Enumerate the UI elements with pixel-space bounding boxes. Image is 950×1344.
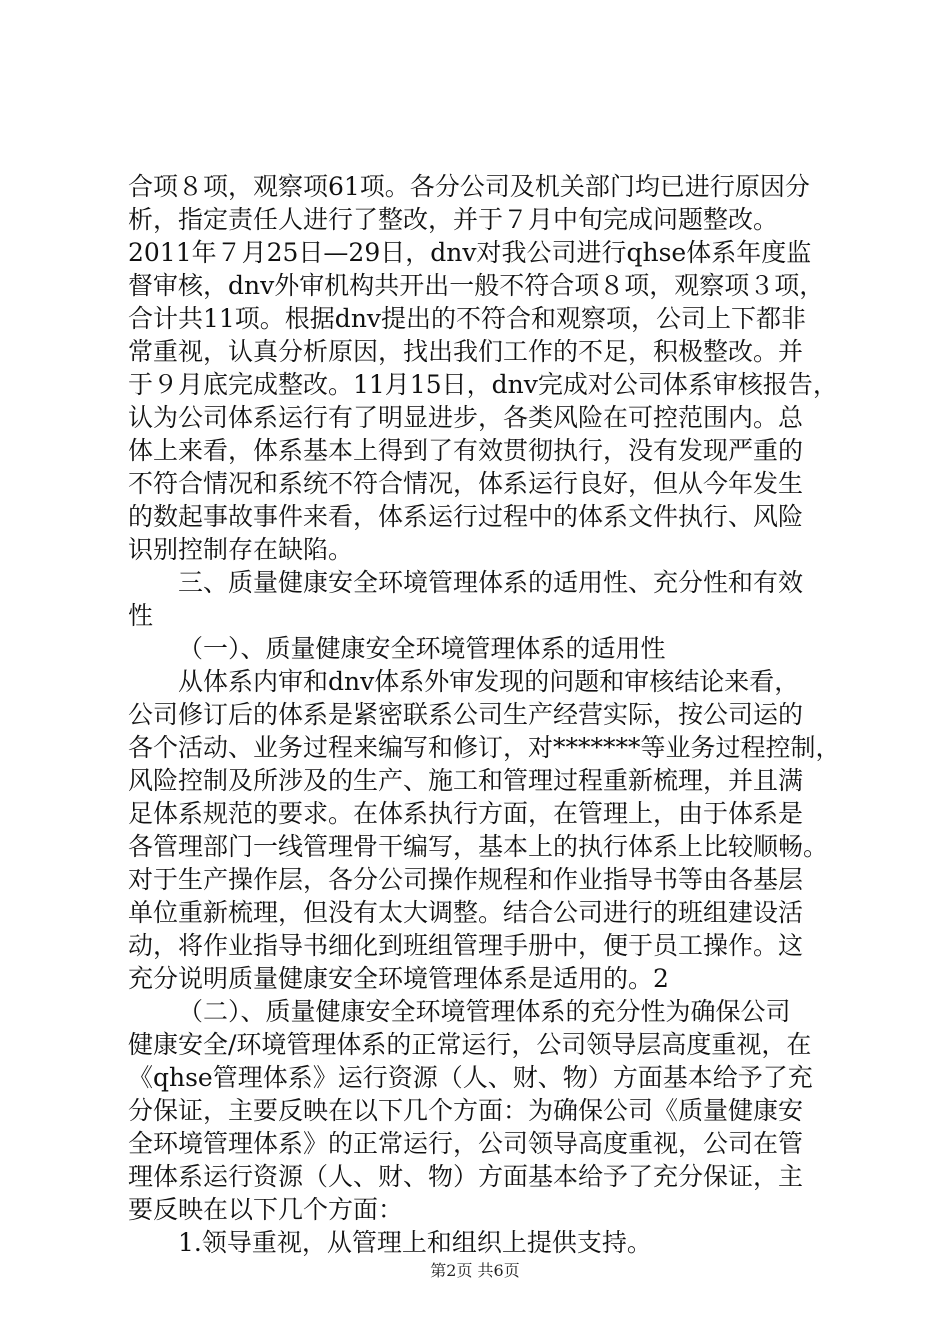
document-body — [128, 170, 848, 1259]
text-line: 各个活动、业务过程来编写和修订，对*******等业务过程控制， — [128, 733, 841, 762]
text-line: 风险控制及所涉及的生产、施工和管理过程重新梳理，并且满 — [128, 766, 804, 795]
text-line: 析，指定责任人进行了整改，并于７月中旬完成问题整改。 — [128, 205, 779, 234]
text-line: 三、质量健康安全环境管理体系的适用性、充分性和有效 — [178, 568, 804, 597]
text-line: 督审核，dnv外审机构共开出一般不符合项８项，观察项３项， — [128, 271, 825, 300]
text-line: 对于生产操作层，各分公司操作规程和作业指导书等由各基层 — [128, 865, 804, 894]
text-line: （一）、质量健康安全环境管理体系的适用性 — [178, 634, 666, 663]
text-line: 认为公司体系运行有了明显进步，各类风险在可控范围内。总 — [128, 403, 804, 432]
text-line: 从体系内审和dnv体系外审发现的问题和审核结论来看， — [178, 667, 800, 696]
text-line: 体上来看，体系基本上得到了有效贯彻执行，没有发现严重的 — [128, 436, 804, 465]
text-line: 常重视，认真分析原因，找出我们工作的不足，积极整改。并 — [128, 337, 804, 366]
text-line: 动，将作业指导书细化到班组管理手册中，便于员工操作。这 — [128, 931, 804, 960]
text-line: 全环境管理体系》的正常运行，公司领导高度重视，公司在管 — [128, 1129, 804, 1158]
text-line: 2011年７月25日—29日，dnv对我公司进行qhse体系年度监 — [128, 238, 812, 267]
text-line: 不符合情况和系统不符合情况，体系运行良好，但从今年发生 — [128, 469, 804, 498]
text-line: 于９月底完成整改。11月15日，dnv完成对公司体系审核报告， — [128, 370, 838, 399]
text-line: 充分说明质量健康安全环境管理体系是适用的。2 — [128, 964, 669, 993]
text-line: 公司修订后的体系是紧密联系公司生产经营实际，按公司运的 — [128, 700, 804, 729]
text-line: 足体系规范的要求。在体系执行方面，在管理上，由于体系是 — [128, 799, 804, 828]
text-line: 分保证，主要反映在以下几个方面：为确保公司《质量健康安 — [128, 1096, 804, 1125]
text-line: 单位重新梳理，但没有太大调整。结合公司进行的班组建设活 — [128, 898, 804, 927]
text-line: 1.领导重视，从管理上和组织上提供支持。 — [178, 1228, 652, 1257]
text-line: 要反映在以下几个方面： — [128, 1195, 404, 1224]
text-line: 性 — [128, 601, 154, 630]
text-line: 合项８项，观察项61项。各分公司及机关部门均已进行原因分 — [128, 172, 810, 201]
text-line: 各管理部门一线管理骨干编写，基本上的执行体系上比较顺畅。 — [128, 832, 829, 861]
text-line: 《qhse管理体系》运行资源（人、财、物）方面基本给予了充 — [128, 1063, 813, 1092]
text-line: （二）、质量健康安全环境管理体系的充分性为确保公司 — [178, 997, 791, 1026]
text-line: 的数起事故事件来看，体系运行过程中的体系文件执行、风险 — [128, 502, 804, 531]
text-line: 健康安全/环境管理体系的正常运行，公司领导层高度重视，在 — [128, 1030, 812, 1059]
page-footer: 第2页 共6页 — [430, 1261, 520, 1280]
text-line: 理体系运行资源（人、财、物）方面基本给予了充分保证，主 — [128, 1162, 804, 1191]
text-line: 识别控制存在缺陷。 — [128, 535, 354, 564]
text-line: 合计共11项。根据dnv提出的不符合和观察项，公司上下都非 — [128, 304, 807, 333]
